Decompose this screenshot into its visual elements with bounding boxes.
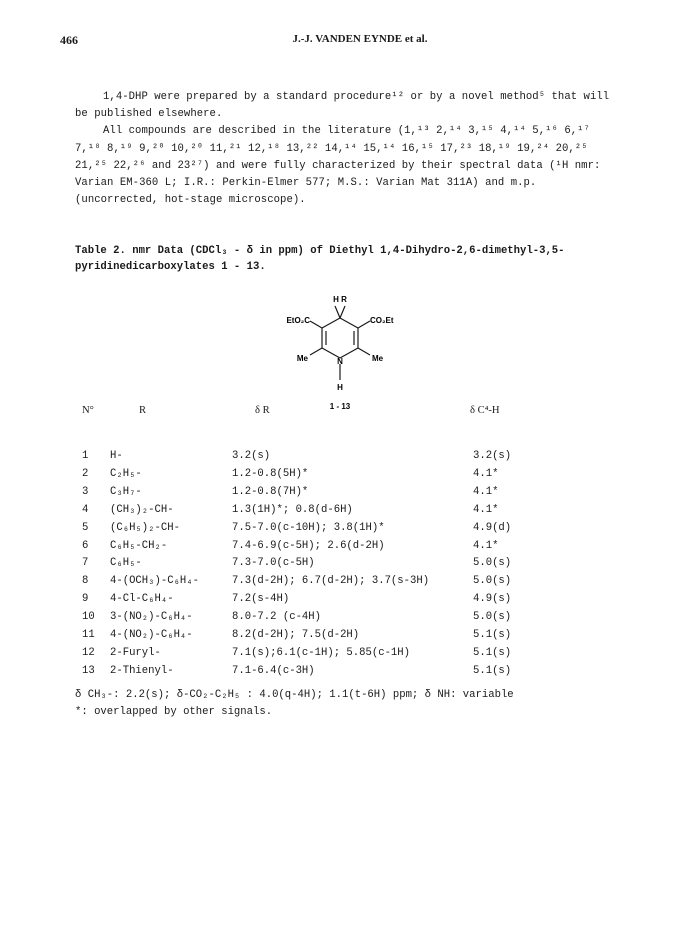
table-row [0,486,680,503]
row-number: 5 [82,521,89,534]
table-row [0,450,680,467]
page-number: 466 [60,33,78,47]
table-row [0,557,680,574]
row-delta-c4h: 4.1* [473,503,499,516]
table-row [0,647,680,664]
struct-right-group: CO₂Et [370,316,394,325]
row-r-group: 2-Furyl- [110,646,161,659]
row-delta-c4h: 5.0(s) [473,557,512,570]
row-delta-r: 7.1(s);6.1(c-1H); 5.85(c-1H) [232,646,411,659]
struct-ring-n: N [337,357,343,366]
row-delta-c4h: 5.1(s) [473,646,512,659]
row-delta-c4h: 4.1* [473,467,499,480]
compound-range: 1 - 13 [329,402,351,411]
row-delta-r: 3.2(s) [232,450,271,462]
row-delta-c4h: 5.0(s) [473,611,512,624]
table-row [0,593,680,610]
row-r-group: C₃H₇- [110,485,142,498]
row-number: 11 [82,629,95,641]
row-delta-c4h: 4.1* [473,485,499,498]
row-number: 2 [82,467,89,480]
row-delta-r: 1.2-0.8(7H)* [232,485,309,498]
row-number: 4 [82,503,89,516]
row-delta-r: 1.3(1H)*; 0.8(d-6H) [232,503,353,516]
row-delta-c4h: 3.2(s) [473,450,512,462]
row-number: 9 [82,593,89,606]
col-header-delta-c4h: δ C⁴-H [470,405,500,416]
table-row [0,504,680,521]
page-header [60,33,660,53]
table-row [0,665,680,682]
row-number: 1 [82,450,89,462]
struct-top-labels: H R [333,295,347,304]
row-delta-r: 8.0-7.2 (c-4H) [232,611,322,624]
row-r-group: 3-(NO₂)-C₆H₄- [110,611,193,624]
chemical-structure [250,288,430,413]
row-number: 3 [82,485,89,498]
row-r-group: C₆H₅- [110,557,142,570]
row-r-group: 4-(NO₂)-C₆H₄- [110,629,193,641]
struct-n-h: H [337,383,343,392]
row-r-group: (CH₃)₂-CH- [110,503,174,516]
row-delta-r: 7.3(d-2H); 6.7(d-2H); 3.7(s-3H) [232,575,430,588]
row-delta-r: 7.1-6.4(c-3H) [232,664,315,677]
col-header-r: R [139,405,147,416]
struct-left-group: EtO₂C [286,316,310,325]
row-delta-r: 7.3-7.0(c-5H) [232,557,315,570]
row-r-group: (C₆H₅)₂-CH- [110,521,180,534]
table-row [0,540,680,557]
row-delta-r: 7.2(s-4H) [232,593,290,606]
paragraph-1: 1,4-DHP were prepared by a standard procedure¹² or by a novel method⁵ that will be published elsewhere. [75,91,610,121]
row-delta-c4h: 5.0(s) [473,575,512,588]
note-overlap: *: overlapped by other signals. [75,706,273,718]
row-r-group: H- [110,450,123,462]
table-notes [75,687,635,721]
row-delta-r: 7.5-7.0(c-10H); 3.8(1H)* [232,521,385,534]
row-number: 10 [82,611,95,624]
struct-right-methyl: Me [372,354,384,363]
row-delta-c4h: 5.1(s) [473,629,512,641]
table-title: Table 2. nmr Data (CDCl₃ - δ in ppm) of Diethyl 1,4-Dihydro-2,6-dimethyl-3,5-pyridinedicarboxylates 1 - 13. [75,245,565,273]
row-delta-r: 1.2-0.8(5H)* [232,467,309,480]
table-row [0,629,680,646]
row-r-group: C₂H₅- [110,467,142,480]
col-header-delta-r: δ R [255,405,270,416]
row-delta-c4h: 4.9(s) [473,593,512,606]
table-row [0,575,680,592]
table-row [0,611,680,628]
row-delta-c4h: 5.1(s) [473,664,512,677]
row-number: 13 [82,664,95,677]
row-r-group: 4-(OCH₃)-C₆H₄- [110,575,200,588]
row-number: 7 [82,557,89,570]
row-number: 12 [82,646,95,659]
row-r-group: 4-Cl-C₆H₄- [110,593,174,606]
row-number: 6 [82,539,89,552]
col-header-number: N° [82,405,94,416]
body-text [75,89,615,209]
struct-left-methyl: Me [296,354,308,363]
paragraph-2: All compounds are described in the literature (1,¹³ 2,¹⁴ 3,¹⁵ 4,¹⁴ 5,¹⁶ 6,¹⁷ 7,¹⁸ 8,¹⁹ 9,²⁰ 10,²⁰ 11,²¹ 12,¹⁸ 13,²² 14,¹⁴ 15,¹⁴ 16,¹⁵ 17,²³ 18,¹⁹ 19,²⁴ 20,²⁵ 21,²⁵ 22,²⁶ and 23²⁷) and were fully characterized by their spectral data (¹H nmr: Varian EM-360 L; I.R.: Perkin-Elmer 577; M.S.: Varian Mat 311A) and m.p. (uncorrected, hot-stage microscope). [75,125,601,207]
row-delta-r: 7.4-6.9(c-5H); 2.6(d-2H) [232,539,385,552]
structure-drawing [250,288,430,413]
row-r-group: 2-Thienyl- [110,664,174,677]
table-row [0,468,680,485]
running-head: J.-J. VANDEN EYNDE et al. [292,33,428,45]
note-shifts: δ CH₃-: 2.2(s); δ-CO₂-C₂H₅ : 4.0(q-4H); 1.1(t-6H) ppm; δ NH: variable [75,689,514,701]
table-row [0,522,680,539]
row-delta-c4h: 4.1* [473,539,499,552]
row-delta-r: 8.2(d-2H); 7.5(d-2H) [232,629,360,641]
row-r-group: C₆H₅-CH₂- [110,539,168,552]
row-number: 8 [82,575,89,588]
row-delta-c4h: 4.9(d) [473,521,512,534]
